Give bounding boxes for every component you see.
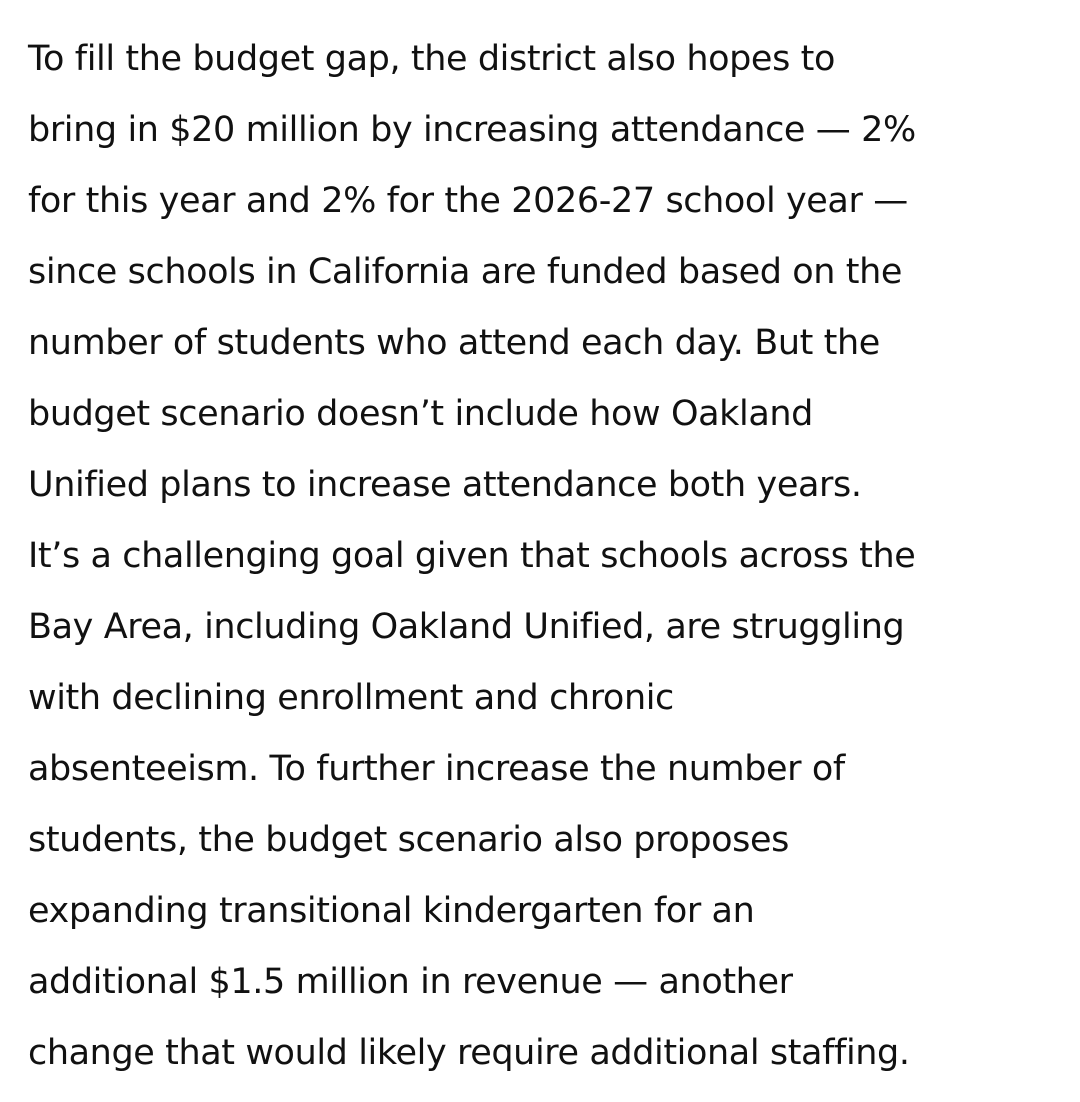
paragraph-line: budget scenario doesn’t include how Oakland	[28, 394, 813, 434]
paragraph-line: To fill the budget gap, the district also hopes to	[28, 39, 835, 79]
paragraph-line: expanding transitional kindergarten for an	[28, 891, 755, 931]
paragraph-line: with declining enrollment and chronic	[28, 678, 674, 718]
paragraph-line: additional $1.5 million in revenue — another	[28, 962, 793, 1002]
paragraph-line: since schools in California are funded based on the	[28, 252, 903, 292]
article-paragraph	[28, 24, 1068, 1089]
paragraph-line: for this year and 2% for the 2026-27 school year —	[28, 181, 908, 221]
paragraph-line: It’s a challenging goal given that schools across the	[28, 536, 916, 576]
paragraph-line: absenteeism. To further increase the number of	[28, 749, 845, 789]
paragraph-line: Bay Area, including Oakland Unified, are struggling	[28, 607, 905, 647]
paragraph-line: students, the budget scenario also proposes	[28, 820, 789, 860]
paragraph-line: number of students who attend each day. But the	[28, 323, 880, 363]
paragraph-line: bring in $20 million by increasing attendance — 2%	[28, 110, 916, 150]
paragraph-line: Unified plans to increase attendance both years.	[28, 465, 862, 505]
paragraph-line: change that would likely require additional staffing.	[28, 1033, 910, 1073]
